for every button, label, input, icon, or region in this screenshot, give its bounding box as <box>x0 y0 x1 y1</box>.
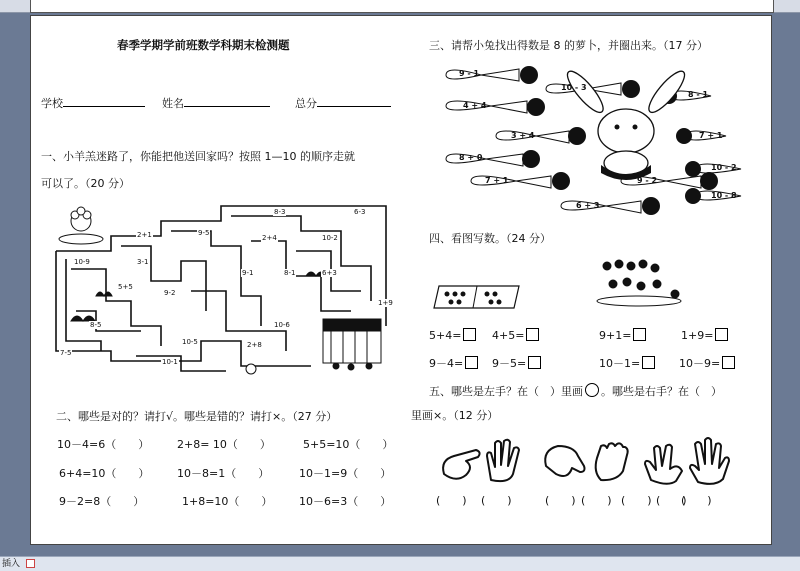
section5-line1 <box>429 383 722 399</box>
name-label: 姓名 <box>162 97 184 110</box>
section1-line1: 一、小羊羔迷路了，你能把他送回家吗？按照 1—10 的顺序走就 <box>41 150 355 163</box>
count-drawing <box>429 256 749 316</box>
answer-box[interactable] <box>715 328 728 341</box>
maze-label: 10-2 <box>322 234 338 242</box>
carrot-label[interactable]: 10 - 3 <box>561 83 587 92</box>
equation-text: 5+4= <box>429 329 462 342</box>
equation-text: 9－5= <box>492 357 527 370</box>
hand-answer-blank[interactable]: ( ) <box>681 494 712 507</box>
circle-symbol <box>585 383 599 397</box>
answer-box[interactable] <box>526 328 539 341</box>
answer-box[interactable] <box>465 356 478 369</box>
equation-item <box>492 328 539 343</box>
school-field[interactable] <box>63 95 145 107</box>
equation-item <box>492 356 541 371</box>
hand-answer-blank[interactable]: ( ) <box>656 494 687 507</box>
carrot-label[interactable]: 3 + 4 <box>511 131 535 140</box>
answer-box[interactable] <box>528 356 541 369</box>
judgement-item[interactable]: 2+8= 10（ ） <box>177 438 271 451</box>
section1-line2: 可以了。（20 分） <box>41 177 130 190</box>
equation-text: 10－1= <box>599 357 641 370</box>
equation-text: 1+9= <box>681 329 714 342</box>
maze-label: 8-1 <box>284 269 296 277</box>
insert-mode-indicator[interactable]: 插入 <box>2 559 21 569</box>
carrot-figure <box>441 61 761 221</box>
equation-item <box>599 328 646 343</box>
equation-item <box>599 356 655 371</box>
judgement-item[interactable]: 6+4=10（ ） <box>59 467 150 480</box>
student-info-row <box>41 95 391 111</box>
previous-page-edge <box>30 0 774 13</box>
count-figures <box>429 256 749 316</box>
carrot-label[interactable]: 8 - 1 <box>688 90 709 99</box>
maze-label: 6-3 <box>354 208 366 216</box>
maze-drawing <box>51 201 393 376</box>
judgement-item[interactable]: 10－6=3（ ） <box>299 495 392 508</box>
maze-label: 7-5 <box>60 349 72 357</box>
maze-label: 9-1 <box>242 269 254 277</box>
judgement-item[interactable]: 1+8=10（ ） <box>182 495 273 508</box>
maze-label: 2+1 <box>137 231 152 239</box>
answer-box[interactable] <box>633 328 646 341</box>
maze-label: 10-9 <box>74 258 90 266</box>
equation-text: 9+1= <box>599 329 632 342</box>
carrot-label[interactable]: 4 + 4 <box>463 101 487 110</box>
judgement-item[interactable]: 10－1=9（ ） <box>299 467 392 480</box>
answer-box[interactable] <box>642 356 655 369</box>
name-field[interactable] <box>184 95 270 107</box>
maze-label: 8-3 <box>274 208 286 216</box>
equation-text: 9－4= <box>429 357 464 370</box>
judgement-item[interactable]: 10－4=6（ ） <box>57 438 150 451</box>
carrot-label[interactable]: 9 - 2 <box>637 176 658 185</box>
answer-box[interactable] <box>722 356 735 369</box>
maze-label: 2+8 <box>247 341 262 349</box>
equation-item <box>429 328 476 343</box>
maze-label: 10-1 <box>162 358 178 366</box>
section4-heading: 四、看图写数。（24 分） <box>429 232 551 245</box>
maze-label: 6+3 <box>322 269 337 277</box>
section2-heading: 二、哪些是对的？请打√。哪些是错的？请打×。（27 分） <box>56 410 338 423</box>
equation-item <box>679 356 735 371</box>
document-page[interactable] <box>30 15 772 545</box>
score-field[interactable] <box>317 95 391 107</box>
hand-answer-blank[interactable]: ( ) <box>436 494 467 507</box>
section5-line2: 里画×。（12 分） <box>411 409 499 422</box>
hand-answer-blank[interactable]: ( ) <box>621 494 652 507</box>
carrot-label[interactable]: 8 + 0 <box>459 153 483 162</box>
document-icon[interactable] <box>26 559 35 568</box>
school-label: 学校 <box>41 97 63 110</box>
maze-label: 1+9 <box>378 299 393 307</box>
judgement-item[interactable]: 10－8=1（ ） <box>177 467 270 480</box>
maze-figure <box>51 201 393 376</box>
carrot-label[interactable]: 10 - 8 <box>711 191 737 200</box>
status-bar <box>0 556 800 571</box>
carrot-label[interactable]: 7 + 1 <box>699 131 723 140</box>
maze-label: 9-5 <box>198 229 210 237</box>
hand-answer-blank[interactable]: ( ) <box>581 494 612 507</box>
section5-left-prompt: 五、哪些是左手？在（ ）里画 <box>429 385 583 398</box>
judgement-item[interactable]: 9－2=8（ ） <box>59 495 145 508</box>
score-label: 总分 <box>295 97 317 110</box>
equation-text: 4+5= <box>492 329 525 342</box>
carrot-label[interactable]: 6 + 3 <box>576 201 600 210</box>
hand-answer-blank[interactable]: ( ) <box>545 494 576 507</box>
carrot-label[interactable]: 7 + 1 <box>485 176 509 185</box>
maze-label: 8-5 <box>90 321 102 329</box>
equation-text: 10－9= <box>679 357 721 370</box>
equation-item <box>429 356 478 371</box>
carrot-label[interactable]: 10 - 2 <box>711 163 737 172</box>
maze-label: 9-2 <box>164 289 176 297</box>
hand-answer-blank[interactable]: ( ) <box>481 494 512 507</box>
answer-box[interactable] <box>463 328 476 341</box>
page-title: 春季学期学前班数学科期末检测题 <box>117 38 290 52</box>
equation-item <box>681 328 728 343</box>
maze-label: 2+4 <box>262 234 277 242</box>
carrot-label[interactable]: 9 - 1 <box>459 69 480 78</box>
judgement-item[interactable]: 5+5=10（ ） <box>303 438 394 451</box>
maze-label: 3-1 <box>137 258 149 266</box>
hands-figure <box>436 436 736 488</box>
maze-label: 10-5 <box>182 338 198 346</box>
section5-right-prompt: 。哪些是右手？在（ ） <box>601 385 722 398</box>
section3-heading: 三、请帮小兔找出得数是 8 的萝卜，并圈出来。（17 分） <box>429 39 708 52</box>
maze-label: 5+5 <box>118 283 133 291</box>
maze-label: 10-6 <box>274 321 290 329</box>
hands-drawing <box>436 436 736 488</box>
